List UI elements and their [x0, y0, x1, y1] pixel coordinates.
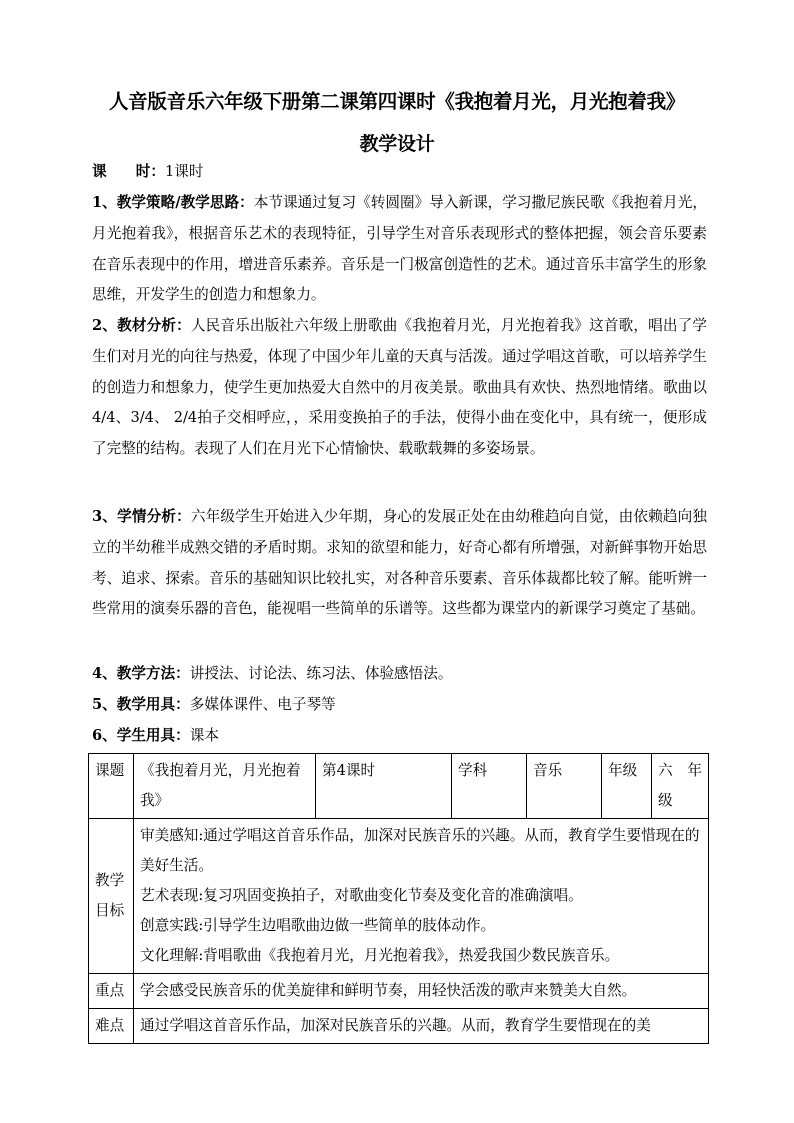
difficulty-text-cell: 通过学唱这首音乐作品，加深对民族音乐的兴趣。从而，教育学生要惜现在的美	[134, 1009, 709, 1044]
section-material-label: 2、教材分析：	[92, 317, 191, 334]
goals-cell	[134, 819, 709, 974]
subject-value-cell: 音乐	[527, 754, 602, 819]
grade-value-top	[658, 756, 702, 786]
section-student-text: 六年级学生开始进入少年期，身心的发展正处在由幼稚趋向自觉，由依赖趋向独立的半幼稚半成熟交错的矛盾时期。求知的欲望和能力，好奇心都有所增强，对新鲜事物开始思考、追求、探索。音乐的基础知识比较扎实，对各种音乐要素、音乐体裁都比较了解。能听辨一些常用的演奏乐器的音色，能视唱一些简单的乐谱等。这些都为课堂内的新课学习奠定了基础。	[92, 508, 707, 618]
goals-label-2: 目标	[95, 902, 125, 919]
section-student-tools-text: 课本	[189, 727, 219, 744]
goal-creativity: 创意实践:引导学生边唱歌曲边做一些简单的肢体动作。	[140, 917, 496, 934]
grade-label-cell: 年级	[602, 754, 652, 819]
grade-value-part1: 六	[658, 762, 673, 779]
document-title-line2: 教学设计	[359, 133, 435, 155]
section-methods-label: 4、教学方法：	[92, 665, 190, 682]
key-text-cell: 学会感受民族音乐的优美旋律和鲜明节奏，用轻快活泼的歌声来赞美大自然。	[134, 974, 709, 1009]
section-strategy-text: 本节课通过复习《转圆圈》导入新课，学习撒尼族民歌《我抱着月光，月光抱着我》，根据音乐艺术的表现特征，引导学生对音乐表现形式的整体把握，领会音乐要素在音乐表现中的作用，增进音乐素养。音乐是一门极富创造性的艺术。通过音乐丰富学生的形象思维，开发学生的创造力和想象力。	[92, 194, 707, 304]
period-line	[92, 157, 714, 188]
lesson-number-cell: 第4课时	[316, 754, 452, 819]
period-value: 1课时	[164, 163, 204, 180]
table-row	[89, 754, 709, 819]
section-material-analysis	[92, 311, 707, 465]
section-methods	[92, 659, 714, 690]
document-title-line1: 人音版音乐六年级下册第二课第四课时《我抱着月光，月光抱着我》	[108, 90, 685, 113]
topic-value-cell: 《我抱着月光，月光抱着我》	[134, 754, 316, 819]
grade-value-part2: 年	[687, 762, 702, 779]
period-label: 课 时：	[92, 163, 165, 180]
section-student-analysis	[92, 502, 707, 625]
section-methods-text: 讲授法、讨论法、练习法、体验感悟法。	[189, 665, 453, 682]
section-student-label: 3、学情分析：	[92, 508, 191, 525]
section-tools	[92, 690, 714, 721]
section-tools-text: 多媒体课件、电子琴等	[189, 696, 336, 713]
table-row	[89, 819, 709, 974]
section-strategy	[92, 188, 707, 311]
topic-label-cell: 课题	[89, 754, 134, 819]
goal-culture: 文化理解:背唱歌曲《我抱着月光，月光抱着我》，热爱我国少数民族音乐。	[140, 947, 620, 964]
section-material-text: 人民音乐出版社六年级上册歌曲《我抱着月光，月光抱着我》这首歌，唱出了学生们对月光的向往与热爱，体现了中国少年儿童的天真与活泼。通过学唱这首歌，可以培养学生的创造力和想象力，使学生更加热爱大自然中的月夜美景。歌曲具有欢快、热烈地情绪。歌曲以4/4、3/4、 2/4拍子交相呼应，，采用变换拍子的手法，使得小曲在变化中，具有统一，便形成了完整的结构。表现了人们在月光下心情愉快、载歌载舞的多姿场景。	[92, 317, 707, 458]
goals-label-cell	[89, 819, 134, 974]
difficulty-label-cell: 难点	[89, 1009, 134, 1044]
section-tools-label: 5、教学用具：	[92, 696, 190, 713]
section-student-tools-label: 6、学生用具：	[92, 727, 190, 744]
key-label-cell: 重点	[89, 974, 134, 1009]
grade-value-cell	[652, 754, 709, 819]
table-row	[89, 1009, 709, 1044]
goal-expression: 艺术表现:复习巩固变换拍子，对歌曲变化节奏及变化音的准确演唱。	[140, 887, 583, 904]
table-row	[89, 974, 709, 1009]
goal-aesthetic: 审美感知:通过学唱这首音乐作品，加深对民族音乐的兴趣。从而，教育学生要惜现在的美好生活。	[140, 827, 700, 874]
subject-label-cell: 学科	[452, 754, 527, 819]
section-strategy-label: 1、教学策略/教学思路：	[92, 194, 254, 211]
grade-value-part3: 级	[658, 792, 673, 809]
section-student-tools	[92, 721, 714, 752]
goals-label-1: 教学	[95, 872, 125, 889]
lesson-info-table	[88, 753, 709, 1044]
